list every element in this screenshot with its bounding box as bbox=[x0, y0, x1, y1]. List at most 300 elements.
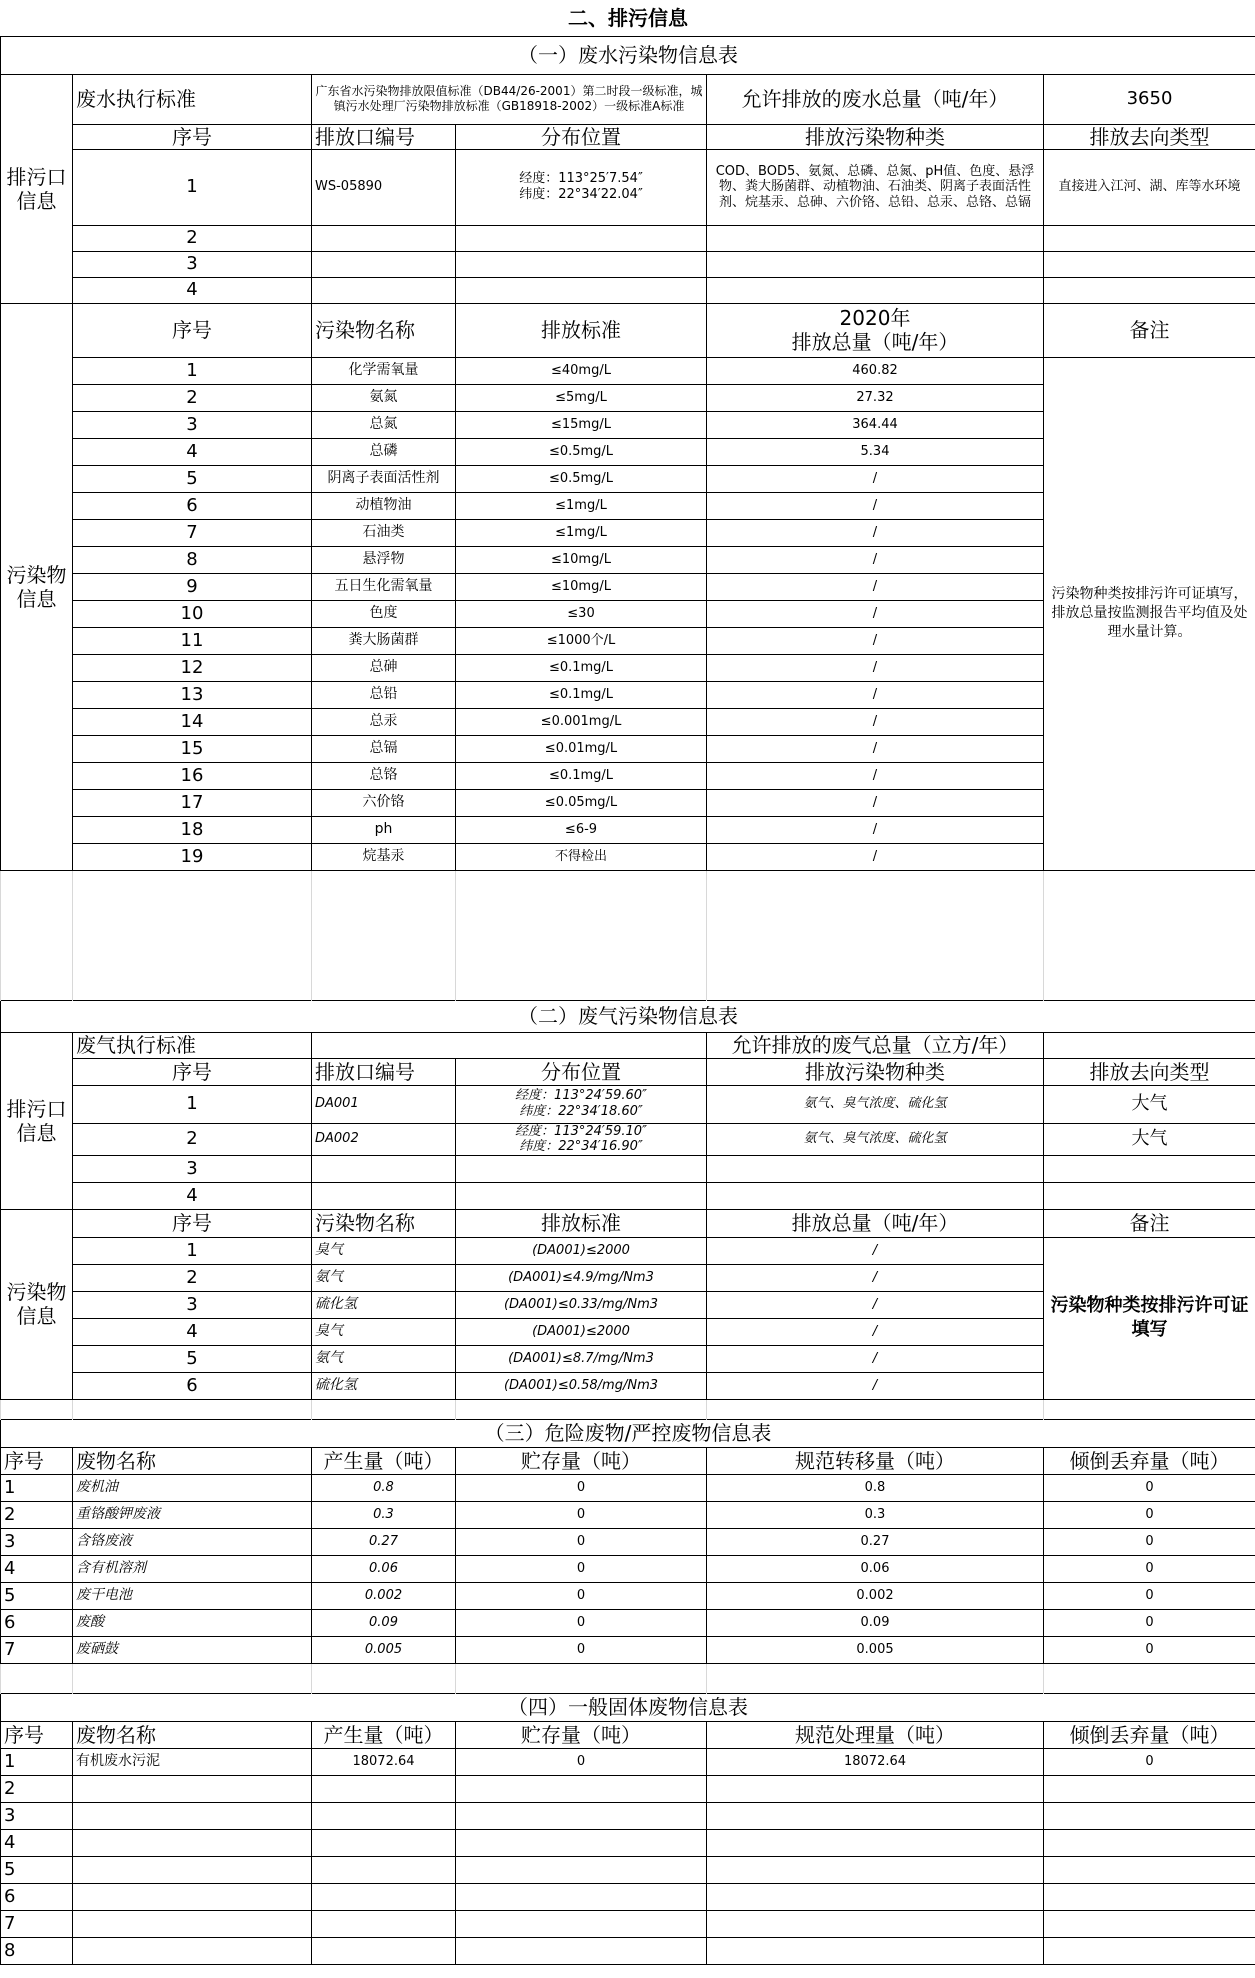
water-pollutant-std: ≤0.5mg/L bbox=[456, 438, 707, 465]
gas-outlet-header: 排放口编号 bbox=[312, 1058, 456, 1085]
solid-header: 序号 bbox=[1, 1721, 73, 1748]
gas-pollutant-header: 序号 bbox=[73, 1209, 312, 1237]
water-outlet-code bbox=[312, 277, 456, 303]
water-pollutant-no: 6 bbox=[73, 492, 312, 519]
hazardous-header-row bbox=[1, 1447, 1255, 1474]
hazardous-transfer: 0.06 bbox=[707, 1555, 1044, 1582]
gas-pollutant-name: 硫化氢 bbox=[312, 1372, 456, 1399]
gas-pollutant-std: (DA001)≤0.33/mg/Nm3 bbox=[456, 1291, 707, 1318]
gas-outlet-location: 经度：113°24′59.60″ 纬度：22°34′18.60″ bbox=[456, 1085, 707, 1123]
gas-outlet-code: DA001 bbox=[312, 1085, 456, 1123]
solid-header: 废物名称 bbox=[73, 1721, 312, 1748]
water-pollutant-no: 12 bbox=[73, 654, 312, 681]
gas-outlet-no: 4 bbox=[73, 1182, 312, 1209]
water-pollutant-total: 460.82 bbox=[707, 357, 1044, 384]
solid-dumped bbox=[1044, 1856, 1255, 1883]
gas-pollutant-no: 6 bbox=[73, 1372, 312, 1399]
water-pollutant-std: ≤1mg/L bbox=[456, 519, 707, 546]
water-pollutant-total: 27.32 bbox=[707, 384, 1044, 411]
hazardous-stored: 0 bbox=[456, 1555, 707, 1582]
water-outlet-code bbox=[312, 225, 456, 251]
gas-outlet-header: 分布位置 bbox=[456, 1058, 707, 1085]
water-pollutant-name: ph bbox=[312, 816, 456, 843]
gas-pollutant-total: / bbox=[707, 1264, 1044, 1291]
water-pollutant-total: / bbox=[707, 627, 1044, 654]
gas-std-text bbox=[312, 1032, 707, 1058]
water-pollutant-header: 排放标准 bbox=[456, 303, 707, 357]
solid-stored bbox=[456, 1775, 707, 1802]
hazardous-generated: 0.002 bbox=[312, 1582, 456, 1609]
water-pollutant-std: ≤6-9 bbox=[456, 816, 707, 843]
gas-pollutant-header: 排放总量（吨/年） bbox=[707, 1209, 1044, 1237]
water-outlet-code: WS-05890 bbox=[312, 149, 456, 225]
hazardous-no: 1 bbox=[1, 1474, 73, 1501]
gas-outlet-header: 排放污染物种类 bbox=[707, 1058, 1044, 1085]
water-outlet-row bbox=[1, 225, 1255, 251]
gas-outlet-location: 经度：113°24′59.10″ 纬度：22°34′16.90″ bbox=[456, 1123, 707, 1155]
hazardous-header: 倾倒丢弃量（吨） bbox=[1044, 1447, 1255, 1474]
gas-std-row bbox=[1, 1032, 1255, 1058]
solid-header: 规范处理量（吨） bbox=[707, 1721, 1044, 1748]
hazardous-transfer: 0.09 bbox=[707, 1609, 1044, 1636]
gas-outlet-no: 2 bbox=[73, 1123, 312, 1155]
hazardous-generated: 0.09 bbox=[312, 1609, 456, 1636]
water-pollutant-no: 14 bbox=[73, 708, 312, 735]
gas-pollutant-group-label: 污染物 信息 bbox=[1, 1209, 73, 1399]
solid-treat bbox=[707, 1802, 1044, 1829]
water-pollutant-name: 化学需氧量 bbox=[312, 357, 456, 384]
solid-no: 7 bbox=[1, 1910, 73, 1937]
hazardous-stored: 0 bbox=[456, 1636, 707, 1663]
water-outlet-no: 2 bbox=[73, 225, 312, 251]
water-pollutant-total: / bbox=[707, 519, 1044, 546]
hazardous-stored: 0 bbox=[456, 1528, 707, 1555]
solid-row bbox=[1, 1937, 1255, 1964]
solid-name: 有机废水污泥 bbox=[73, 1748, 312, 1775]
solid-stored: 0 bbox=[456, 1748, 707, 1775]
gas-pollutant-header: 排放标准 bbox=[456, 1209, 707, 1237]
gas-outlet-code: DA002 bbox=[312, 1123, 456, 1155]
water-pollutant-std: ≤10mg/L bbox=[456, 546, 707, 573]
gas-outlet-row bbox=[1, 1123, 1255, 1155]
gas-outlet-header-row bbox=[1, 1058, 1255, 1085]
water-pollutant-name: 阴离子表面活性剂 bbox=[312, 465, 456, 492]
water-pollutant-total: / bbox=[707, 573, 1044, 600]
water-pollutant-no: 11 bbox=[73, 627, 312, 654]
blank-cell bbox=[456, 1399, 707, 1419]
water-pollutant-name: 五日生化需氧量 bbox=[312, 573, 456, 600]
water-pollutant-std: 不得检出 bbox=[456, 843, 707, 870]
hazardous-name: 废机油 bbox=[73, 1474, 312, 1501]
blank-cell bbox=[1, 1399, 73, 1419]
solid-generated bbox=[312, 1802, 456, 1829]
blank-cell bbox=[456, 870, 707, 1000]
gas-pollutant-row bbox=[1, 1237, 1255, 1264]
gas-pollutant-total: / bbox=[707, 1318, 1044, 1345]
water-pollutant-total: / bbox=[707, 843, 1044, 870]
water-outlet-header: 序号 bbox=[73, 124, 312, 149]
water-pollutant-no: 10 bbox=[73, 600, 312, 627]
blank-cell bbox=[1044, 1399, 1255, 1419]
gas-outlet-dest: 大气 bbox=[1044, 1085, 1255, 1123]
solid-stored bbox=[456, 1829, 707, 1856]
gas-allowed-label: 允许排放的废气总量（立方/年） bbox=[707, 1032, 1044, 1058]
gas-outlet-kinds: 氨气、臭气浓度、硫化氢 bbox=[707, 1085, 1044, 1123]
water-pollutant-std: ≤30 bbox=[456, 600, 707, 627]
solid-row bbox=[1, 1883, 1255, 1910]
blank-cell bbox=[312, 1663, 456, 1693]
hazardous-dumped: 0 bbox=[1044, 1474, 1255, 1501]
gas-pollutant-header: 备注 bbox=[1044, 1209, 1255, 1237]
water-outlet-no: 1 bbox=[73, 149, 312, 225]
gas-pollutant-std: (DA001)≤8.7/mg/Nm3 bbox=[456, 1345, 707, 1372]
water-pollutant-no: 17 bbox=[73, 789, 312, 816]
gas-pollutant-header: 污染物名称 bbox=[312, 1209, 456, 1237]
blank-cell bbox=[312, 870, 456, 1000]
water-pollutant-header: 序号 bbox=[73, 303, 312, 357]
gas-hazard-spacer-row bbox=[1, 1399, 1255, 1419]
solid-generated: 18072.64 bbox=[312, 1748, 456, 1775]
water-std-text: 广东省水污染物排放限值标准（DB44/26-2001）第二时段一级标准，城镇污水处理厂污染物排放标准（GB18918-2002）一级标准A标准 bbox=[312, 74, 707, 124]
water-pollutant-header: 2020年 排放总量（吨/年） bbox=[707, 303, 1044, 357]
hazardous-dumped: 0 bbox=[1044, 1501, 1255, 1528]
water-pollutant-no: 18 bbox=[73, 816, 312, 843]
water-pollutant-std: ≤10mg/L bbox=[456, 573, 707, 600]
hazard-solid-spacer-row bbox=[1, 1663, 1255, 1693]
solid-stored bbox=[456, 1910, 707, 1937]
water-pollutant-total: / bbox=[707, 816, 1044, 843]
water-pollutant-row bbox=[1, 357, 1255, 384]
hazardous-header: 产生量（吨） bbox=[312, 1447, 456, 1474]
hazardous-row bbox=[1, 1501, 1255, 1528]
water-allowed-value: 3650 bbox=[1044, 74, 1255, 124]
blank-cell bbox=[707, 1399, 1044, 1419]
gas-pollutant-no: 5 bbox=[73, 1345, 312, 1372]
water-pollutant-name: 粪大肠菌群 bbox=[312, 627, 456, 654]
water-outlet-header: 排放口编号 bbox=[312, 124, 456, 149]
gas-allowed-value bbox=[1044, 1032, 1255, 1058]
water-pollutant-total: / bbox=[707, 465, 1044, 492]
gas-pollutant-std: (DA001)≤2000 bbox=[456, 1237, 707, 1264]
water-outlet-row bbox=[1, 251, 1255, 277]
hazardous-header: 规范转移量（吨） bbox=[707, 1447, 1044, 1474]
solid-row bbox=[1, 1829, 1255, 1856]
water-pollutant-name: 总铅 bbox=[312, 681, 456, 708]
solid-no: 4 bbox=[1, 1829, 73, 1856]
gas-outlet-code bbox=[312, 1182, 456, 1209]
hazardous-stored: 0 bbox=[456, 1609, 707, 1636]
blank-cell bbox=[312, 1399, 456, 1419]
hazardous-row bbox=[1, 1555, 1255, 1582]
water-outlet-group-label: 排污口 信息 bbox=[1, 74, 73, 303]
hazardous-section-title: （三）危险废物/严控废物信息表 bbox=[1, 1419, 1255, 1447]
solid-stored bbox=[456, 1856, 707, 1883]
hazardous-dumped: 0 bbox=[1044, 1555, 1255, 1582]
hazardous-header: 序号 bbox=[1, 1447, 73, 1474]
hazardous-name: 含有机溶剂 bbox=[73, 1555, 312, 1582]
water-pollutant-std: ≤1mg/L bbox=[456, 492, 707, 519]
water-pollutant-name: 总镉 bbox=[312, 735, 456, 762]
water-pollutant-no: 16 bbox=[73, 762, 312, 789]
gas-pollutant-name: 氨气 bbox=[312, 1345, 456, 1372]
water-pollutant-no: 2 bbox=[73, 384, 312, 411]
solid-dumped bbox=[1044, 1802, 1255, 1829]
water-pollutant-name: 总铬 bbox=[312, 762, 456, 789]
solid-dumped bbox=[1044, 1910, 1255, 1937]
water-pollutant-total: 364.44 bbox=[707, 411, 1044, 438]
hazardous-no: 5 bbox=[1, 1582, 73, 1609]
blank-cell bbox=[1044, 1663, 1255, 1693]
water-outlet-dest bbox=[1044, 277, 1255, 303]
solid-header: 产生量（吨） bbox=[312, 1721, 456, 1748]
gas-outlet-row bbox=[1, 1085, 1255, 1123]
gas-pollutant-no: 4 bbox=[73, 1318, 312, 1345]
blank-cell bbox=[1, 1663, 73, 1693]
solid-header: 倾倒丢弃量（吨） bbox=[1044, 1721, 1255, 1748]
gas-outlet-code bbox=[312, 1155, 456, 1182]
water-allowed-label: 允许排放的废水总量（吨/年） bbox=[707, 74, 1044, 124]
gas-outlet-location bbox=[456, 1155, 707, 1182]
gas-outlet-row bbox=[1, 1155, 1255, 1182]
hazardous-generated: 0.8 bbox=[312, 1474, 456, 1501]
gas-outlet-no: 1 bbox=[73, 1085, 312, 1123]
water-pollutant-no: 5 bbox=[73, 465, 312, 492]
hazardous-name: 废酸 bbox=[73, 1609, 312, 1636]
solid-stored bbox=[456, 1802, 707, 1829]
hazardous-no: 6 bbox=[1, 1609, 73, 1636]
water-pollutant-std: ≤0.01mg/L bbox=[456, 735, 707, 762]
water-outlet-kinds bbox=[707, 251, 1044, 277]
gas-outlet-location bbox=[456, 1182, 707, 1209]
gas-pollutant-total: / bbox=[707, 1372, 1044, 1399]
hazardous-row bbox=[1, 1582, 1255, 1609]
water-pollutant-group-label: 污染物 信息 bbox=[1, 303, 73, 870]
water-pollutant-name: 氨氮 bbox=[312, 384, 456, 411]
water-pollutant-header: 污染物名称 bbox=[312, 303, 456, 357]
hazardous-no: 7 bbox=[1, 1636, 73, 1663]
hazardous-generated: 0.3 bbox=[312, 1501, 456, 1528]
water-pollutant-std: ≤1000个/L bbox=[456, 627, 707, 654]
gas-pollutant-name: 氨气 bbox=[312, 1264, 456, 1291]
gas-section-title: （二）废气污染物信息表 bbox=[1, 1000, 1255, 1032]
water-outlet-dest bbox=[1044, 225, 1255, 251]
hazardous-name: 重铬酸钾废液 bbox=[73, 1501, 312, 1528]
water-pollutant-header-row bbox=[1, 303, 1255, 357]
solid-generated bbox=[312, 1883, 456, 1910]
water-title-row bbox=[1, 36, 1255, 74]
blank-cell bbox=[707, 870, 1044, 1000]
hazardous-row bbox=[1, 1636, 1255, 1663]
gas-pollutant-name: 臭气 bbox=[312, 1237, 456, 1264]
solid-treat bbox=[707, 1883, 1044, 1910]
water-outlet-location: 经度：113°25′7.54″ 纬度：22°34′22.04″ bbox=[456, 149, 707, 225]
hazardous-stored: 0 bbox=[456, 1582, 707, 1609]
solid-row bbox=[1, 1748, 1255, 1775]
blank-cell bbox=[73, 1399, 312, 1419]
water-outlet-kinds bbox=[707, 277, 1044, 303]
water-pollutant-total: / bbox=[707, 654, 1044, 681]
water-pollutant-std: ≤0.1mg/L bbox=[456, 654, 707, 681]
water-pollutant-name: 动植物油 bbox=[312, 492, 456, 519]
water-pollutant-std: ≤0.001mg/L bbox=[456, 708, 707, 735]
solid-generated bbox=[312, 1910, 456, 1937]
water-pollutant-name: 六价铬 bbox=[312, 789, 456, 816]
hazardous-no: 3 bbox=[1, 1528, 73, 1555]
solid-treat bbox=[707, 1937, 1044, 1964]
solid-stored bbox=[456, 1883, 707, 1910]
hazardous-header: 贮存量（吨） bbox=[456, 1447, 707, 1474]
solid-row bbox=[1, 1910, 1255, 1937]
gas-outlet-kinds bbox=[707, 1155, 1044, 1182]
hazardous-transfer: 0.3 bbox=[707, 1501, 1044, 1528]
water-pollutant-total: / bbox=[707, 735, 1044, 762]
water-outlet-kinds: COD、BOD5、氨氮、总磷、总氮、pH值、色度、悬浮物、粪大肠菌群、动植物油、石油类、阴离子表面活性剂、烷基汞、总砷、六价铬、总铅、总汞、总铬、总镉 bbox=[707, 149, 1044, 225]
water-pollutant-header: 备注 bbox=[1044, 303, 1255, 357]
blank-cell bbox=[1, 870, 73, 1000]
gas-pollutant-total: / bbox=[707, 1237, 1044, 1264]
solid-no: 3 bbox=[1, 1802, 73, 1829]
solid-header-row bbox=[1, 1721, 1255, 1748]
solid-name bbox=[73, 1856, 312, 1883]
solid-name bbox=[73, 1910, 312, 1937]
gas-pollutant-no: 2 bbox=[73, 1264, 312, 1291]
water-outlet-no: 4 bbox=[73, 277, 312, 303]
hazardous-dumped: 0 bbox=[1044, 1636, 1255, 1663]
gas-pollutant-std: (DA001)≤2000 bbox=[456, 1318, 707, 1345]
gas-pollutant-name: 硫化氢 bbox=[312, 1291, 456, 1318]
hazardous-no: 4 bbox=[1, 1555, 73, 1582]
water-std-label: 废水执行标准 bbox=[73, 74, 312, 124]
water-section-title: （一）废水污染物信息表 bbox=[1, 36, 1255, 74]
solid-dumped: 0 bbox=[1044, 1748, 1255, 1775]
solid-dumped bbox=[1044, 1775, 1255, 1802]
water-pollutant-name: 总氮 bbox=[312, 411, 456, 438]
solid-name bbox=[73, 1937, 312, 1964]
water-outlet-dest: 直接进入江河、湖、库等水环境 bbox=[1044, 149, 1255, 225]
solid-generated bbox=[312, 1829, 456, 1856]
solid-treat bbox=[707, 1775, 1044, 1802]
water-outlet-code bbox=[312, 251, 456, 277]
gas-outlet-row bbox=[1, 1182, 1255, 1209]
hazardous-generated: 0.06 bbox=[312, 1555, 456, 1582]
water-pollutant-note: 污染物种类按排污许可证填写，排放总量按监测报告平均值及处理水量计算。 bbox=[1044, 357, 1255, 870]
solid-generated bbox=[312, 1775, 456, 1802]
page-title-row bbox=[1, 0, 1255, 36]
hazardous-transfer: 0.27 bbox=[707, 1528, 1044, 1555]
solid-row bbox=[1, 1775, 1255, 1802]
water-std-row bbox=[1, 74, 1255, 124]
page-title: 二、排污信息 bbox=[1, 0, 1255, 36]
gas-outlet-kinds: 氨气、臭气浓度、硫化氢 bbox=[707, 1123, 1044, 1155]
solid-generated bbox=[312, 1937, 456, 1964]
solid-generated bbox=[312, 1856, 456, 1883]
blank-cell bbox=[73, 1663, 312, 1693]
water-pollutant-std: ≤15mg/L bbox=[456, 411, 707, 438]
solid-no: 8 bbox=[1, 1937, 73, 1964]
solid-row bbox=[1, 1856, 1255, 1883]
water-pollutant-no: 9 bbox=[73, 573, 312, 600]
water-outlet-header: 分布位置 bbox=[456, 124, 707, 149]
water-pollutant-std: ≤5mg/L bbox=[456, 384, 707, 411]
gas-pollutant-std: (DA001)≤0.58/mg/Nm3 bbox=[456, 1372, 707, 1399]
blank-cell bbox=[1044, 870, 1255, 1000]
water-pollutant-no: 3 bbox=[73, 411, 312, 438]
water-pollutant-std: ≤40mg/L bbox=[456, 357, 707, 384]
water-pollutant-no: 8 bbox=[73, 546, 312, 573]
hazardous-generated: 0.27 bbox=[312, 1528, 456, 1555]
water-pollutant-total: / bbox=[707, 708, 1044, 735]
water-outlet-location bbox=[456, 277, 707, 303]
water-pollutant-total: / bbox=[707, 600, 1044, 627]
gas-outlet-no: 3 bbox=[73, 1155, 312, 1182]
gas-pollutant-total: / bbox=[707, 1291, 1044, 1318]
water-outlet-kinds bbox=[707, 225, 1044, 251]
gas-pollutant-std: (DA001)≤4.9/mg/Nm3 bbox=[456, 1264, 707, 1291]
water-pollutant-name: 总砷 bbox=[312, 654, 456, 681]
solid-treat bbox=[707, 1829, 1044, 1856]
gas-pollutant-header-row bbox=[1, 1209, 1255, 1237]
water-outlet-row bbox=[1, 149, 1255, 225]
gas-outlet-group-label: 排污口 信息 bbox=[1, 1032, 73, 1209]
gas-std-label: 废气执行标准 bbox=[73, 1032, 312, 1058]
hazardous-row bbox=[1, 1474, 1255, 1501]
water-pollutant-std: ≤0.1mg/L bbox=[456, 762, 707, 789]
solid-name bbox=[73, 1775, 312, 1802]
solid-no: 2 bbox=[1, 1775, 73, 1802]
solid-treat: 18072.64 bbox=[707, 1748, 1044, 1775]
hazardous-stored: 0 bbox=[456, 1501, 707, 1528]
hazardous-name: 含铬废液 bbox=[73, 1528, 312, 1555]
water-pollutant-no: 7 bbox=[73, 519, 312, 546]
solid-no: 6 bbox=[1, 1883, 73, 1910]
gas-title-row bbox=[1, 1000, 1255, 1032]
water-pollutant-no: 4 bbox=[73, 438, 312, 465]
hazardous-dumped: 0 bbox=[1044, 1582, 1255, 1609]
gas-outlet-header: 序号 bbox=[73, 1058, 312, 1085]
water-pollutant-no: 1 bbox=[73, 357, 312, 384]
gas-outlet-kinds bbox=[707, 1182, 1044, 1209]
blank-cell bbox=[73, 870, 312, 1000]
water-pollutant-no: 19 bbox=[73, 843, 312, 870]
gas-outlet-dest bbox=[1044, 1155, 1255, 1182]
water-pollutant-name: 总磷 bbox=[312, 438, 456, 465]
water-outlet-header: 排放去向类型 bbox=[1044, 124, 1255, 149]
hazardous-transfer: 0.002 bbox=[707, 1582, 1044, 1609]
water-outlet-no: 3 bbox=[73, 251, 312, 277]
water-pollutant-total: / bbox=[707, 681, 1044, 708]
water-pollutant-std: ≤0.1mg/L bbox=[456, 681, 707, 708]
water-pollutant-total: / bbox=[707, 789, 1044, 816]
hazardous-name: 废硒鼓 bbox=[73, 1636, 312, 1663]
water-pollutant-no: 13 bbox=[73, 681, 312, 708]
solid-name bbox=[73, 1802, 312, 1829]
water-outlet-dest bbox=[1044, 251, 1255, 277]
solid-title-row bbox=[1, 1693, 1255, 1721]
water-pollutant-total: / bbox=[707, 492, 1044, 519]
water-pollutant-total: / bbox=[707, 546, 1044, 573]
blank-cell bbox=[456, 1663, 707, 1693]
solid-name bbox=[73, 1829, 312, 1856]
water-outlet-location bbox=[456, 225, 707, 251]
blank-cell bbox=[707, 1663, 1044, 1693]
water-pollutant-total: / bbox=[707, 762, 1044, 789]
water-outlet-header-row bbox=[1, 124, 1255, 149]
hazardous-name: 废干电池 bbox=[73, 1582, 312, 1609]
water-pollutant-std: ≤0.5mg/L bbox=[456, 465, 707, 492]
solid-name bbox=[73, 1883, 312, 1910]
water-pollutant-name: 石油类 bbox=[312, 519, 456, 546]
hazardous-dumped: 0 bbox=[1044, 1609, 1255, 1636]
